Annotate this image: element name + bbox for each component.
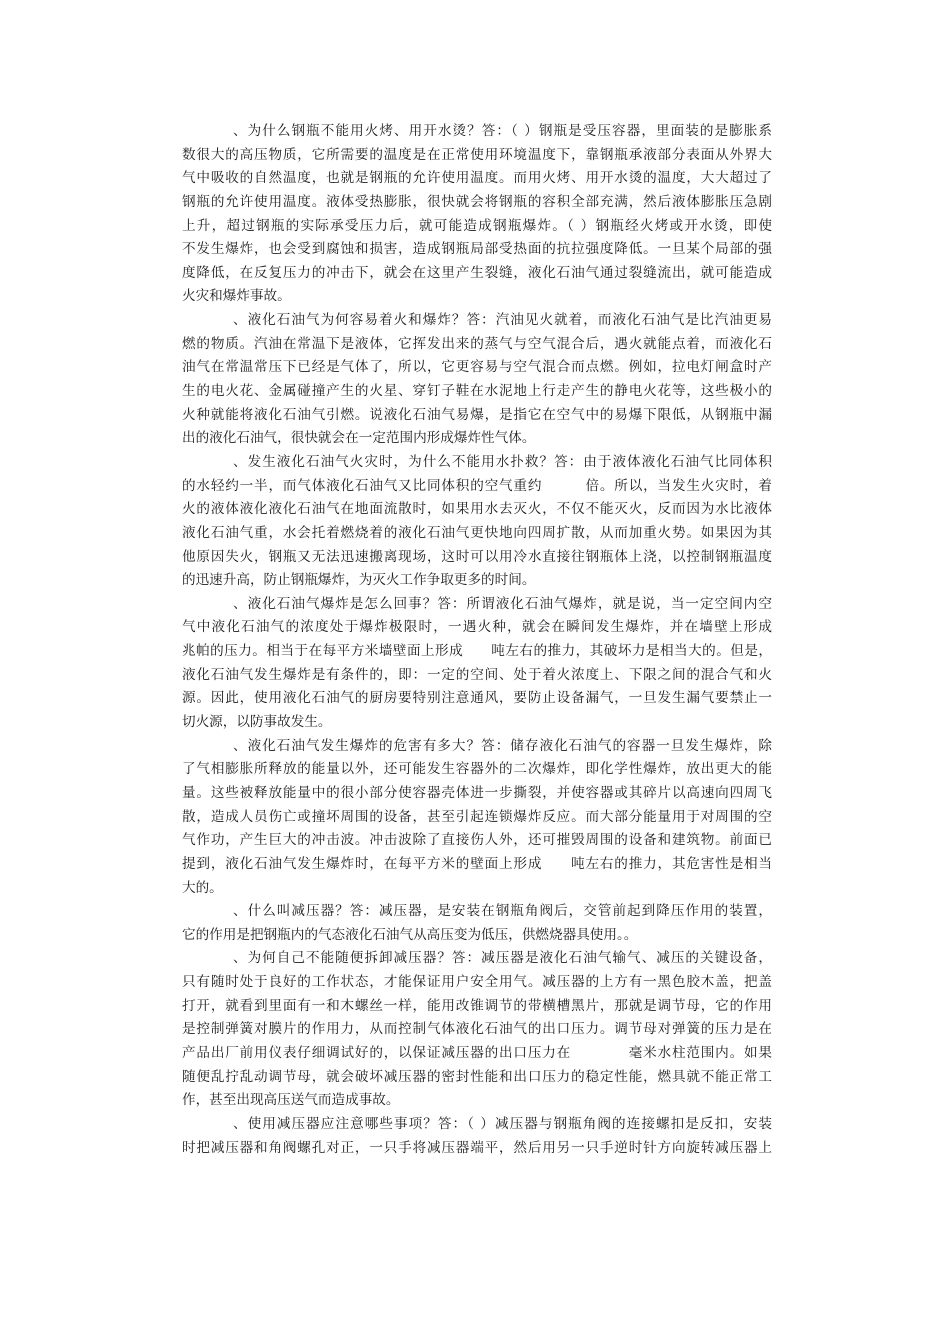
text-line: 打开，就看到里面有一和木螺丝一样，能用改锥调节的带横槽黑片，那就是调节母，它的作用 [182,997,772,1014]
text-line: 火灾和爆炸事故。 [182,288,291,305]
paragraph [182,735,772,900]
paragraph [182,451,772,593]
text-line: 产品出厂前用仪表仔细调试好的，以保证减压器的出口压力在 毫米水柱范围内。如果 [182,1044,772,1061]
text-line: 气中液化石油气的浓度处于爆炸极限时，一遇火种，就会在瞬间发生爆炸，并在墙壁上形成 [182,619,772,636]
text-line: 时把减压器和角阀螺孔对正，一只手将减压器端平，然后用另一只手逆时针方向旋转减压器上 [182,1139,772,1156]
text-line: 散，造成人员伤亡或撞坏周围的设备，甚至引起连锁爆炸反应。而大部分能量用于对周围的空 [182,808,772,825]
text-line: 气中吸收的自然温度，也就是钢瓶的允许使用温度。而用火烤、用开水烫的温度，大大超过了 [182,170,772,187]
text-line: 大的。 [182,879,223,896]
text-line: 度降低，在反复压力的冲击下，就会在这里产生裂缝，液化石油气通过裂缝流出，就可能造成 [182,264,772,281]
paragraph [182,309,772,451]
text-line: 量。这些被释放能量中的很小部分使容器壳体进一步撕裂，并使容器或其碎片以高速向四周飞 [182,784,772,801]
text-line: 的水轻约一半，而气体液化石油气又比同体积的空气重约 倍。所以，当发生火灾时，着 [182,477,772,494]
text-line: 液化石油气发生爆炸是有条件的，即：一定的空间、处于着火浓度上、下限之间的混合气和火 [182,666,772,683]
text-line: 上升，超过钢瓶的实际承受压力后，就可能造成钢瓶爆炸。（ ）钢瓶经火烤或开水烫，即使 [182,217,772,234]
text-line: 切火源，以防事故发生。 [182,714,332,731]
text-line: 、为何自己不能随便拆卸减压器？答：减压器是液化石油气输气、减压的关键设备， [233,950,772,967]
text-line: 、发生液化石油气火灾时，为什么不能用水扑救？答：由于液体液化石油气比同体积 [233,453,772,470]
text-line: 气作功，产生巨大的冲击波。冲击波除了直接伤人外，还可摧毁周围的设备和建筑物。前面已 [182,832,772,849]
text-line: 数很大的高压物质，它所需要的温度是在正常使用环境温度下，靠钢瓶承液部分表面从外界大 [182,146,772,163]
text-line: 生的电火花、金属碰撞产生的火星、穿钉子鞋在水泥地上行走产生的静电火花等，这些极小的 [182,383,772,400]
text-line: 作，甚至出现高压送气而造成事故。 [182,1092,400,1109]
text-line: 火种就能将液化石油气引燃。说液化石油气易爆，是指它在空气中的易爆下限低，从钢瓶中漏 [182,406,772,423]
text-line: 出的液化石油气，很快就会在一定范围内形成爆炸性气体。 [182,430,536,447]
text-line: 燃的物质。汽油在常温下是液体，它挥发出来的蒸气与空气混合后，遇火就能点着，而液化石 [182,335,772,352]
paragraph [182,120,772,309]
text-line: 、为什么钢瓶不能用火烤、用开水烫？答：（ ）钢瓶是受压容器，里面装的是膨胀系 [233,123,772,139]
text-line: 源。因此，使用液化石油气的厨房要特别注意通风，要防止设备漏气，一旦发生漏气要禁止一 [182,690,772,707]
paragraph [182,593,772,735]
paragraph [182,947,772,1112]
text-line: 、液化石油气爆炸是怎么回事？答：所谓液化石油气爆炸，就是说，当一定空间内空 [233,595,772,612]
text-line: 油气在常温常压下已经是气体了，所以，它更容易与空气混合而点燃。例如，拉电灯闸盒时产 [182,359,772,376]
document-body [182,120,772,1160]
text-line: 提到，液化石油气发生爆炸时，在每平方米的壁面上形成 吨左右的推力，其危害性是相当 [182,855,772,872]
text-line: 的迅速升高，防止钢瓶爆炸，为灭火工作争取更多的时间。 [182,572,536,589]
text-line: 是控制弹簧对膜片的作用力，从而控制气体液化石油气的出口压力。调节母对弹簧的压力是在 [182,1021,772,1038]
text-line: 只有随时处于良好的工作状态，才能保证用户安全用气。减压器的上方有一黑色胶木盖，把盖 [182,974,772,991]
text-line: 、使用减压器应注意哪些事项？答：（ ）减压器与钢瓶角阀的连接螺扣是反扣，安装 [233,1115,772,1132]
text-line: 他原因失火，钢瓶又无法迅速搬离现场，这时可以用冷水直接往钢瓶体上浇，以控制钢瓶温度 [182,548,772,565]
text-line: 、什么叫减压器？答：减压器，是安装在钢瓶角阀后，交管前起到降压作用的装置， [233,903,772,920]
text-line: 兆帕的压力。相当于在每平方米墙壁面上形成 吨左右的推力，其破坏力是相当大的。但是， [182,643,772,660]
text-line: 了气相膨胀所释放的能量以外，还可能发生容器外的二次爆炸，即化学性爆炸，放出更大的能 [182,761,772,778]
text-line: 火的液体液化液化石油气在地面流散时，如果用水去灭火，不仅不能灭火，反而因为水比液体 [182,501,772,518]
text-line: 液化石油气重，水会托着燃烧着的液化石油气更快地向四周扩散，从而加重火势。如果因为其 [182,524,772,541]
text-line: 钢瓶的允许使用温度。液体受热膨胀，很快就会将钢瓶的容积全部充满，然后液体膨胀压急剧 [182,193,772,210]
text-line: 不发生爆炸，也会受到腐蚀和损害，造成钢瓶局部受热面的抗拉强度降低。一旦某个局部的强 [182,241,772,258]
text-line: 、液化石油气为何容易着火和爆炸？答：汽油见火就着，而液化石油气是比汽油更易 [233,312,772,329]
text-line: 随便乱拧乱动调节母，就会破坏减压器的密封性能和出口压力的稳定性能，燃具就不能正常工 [182,1068,772,1085]
paragraph [182,900,772,947]
text-line: 它的作用是把钢瓶内的气态液化石油气从高压变为低压，供燃烧器具使用。。 [182,926,638,943]
paragraph [182,1113,772,1160]
text-line: 、液化石油气发生爆炸的危害有多大？答：储存液化石油气的容器一旦发生爆炸，除 [233,737,772,754]
